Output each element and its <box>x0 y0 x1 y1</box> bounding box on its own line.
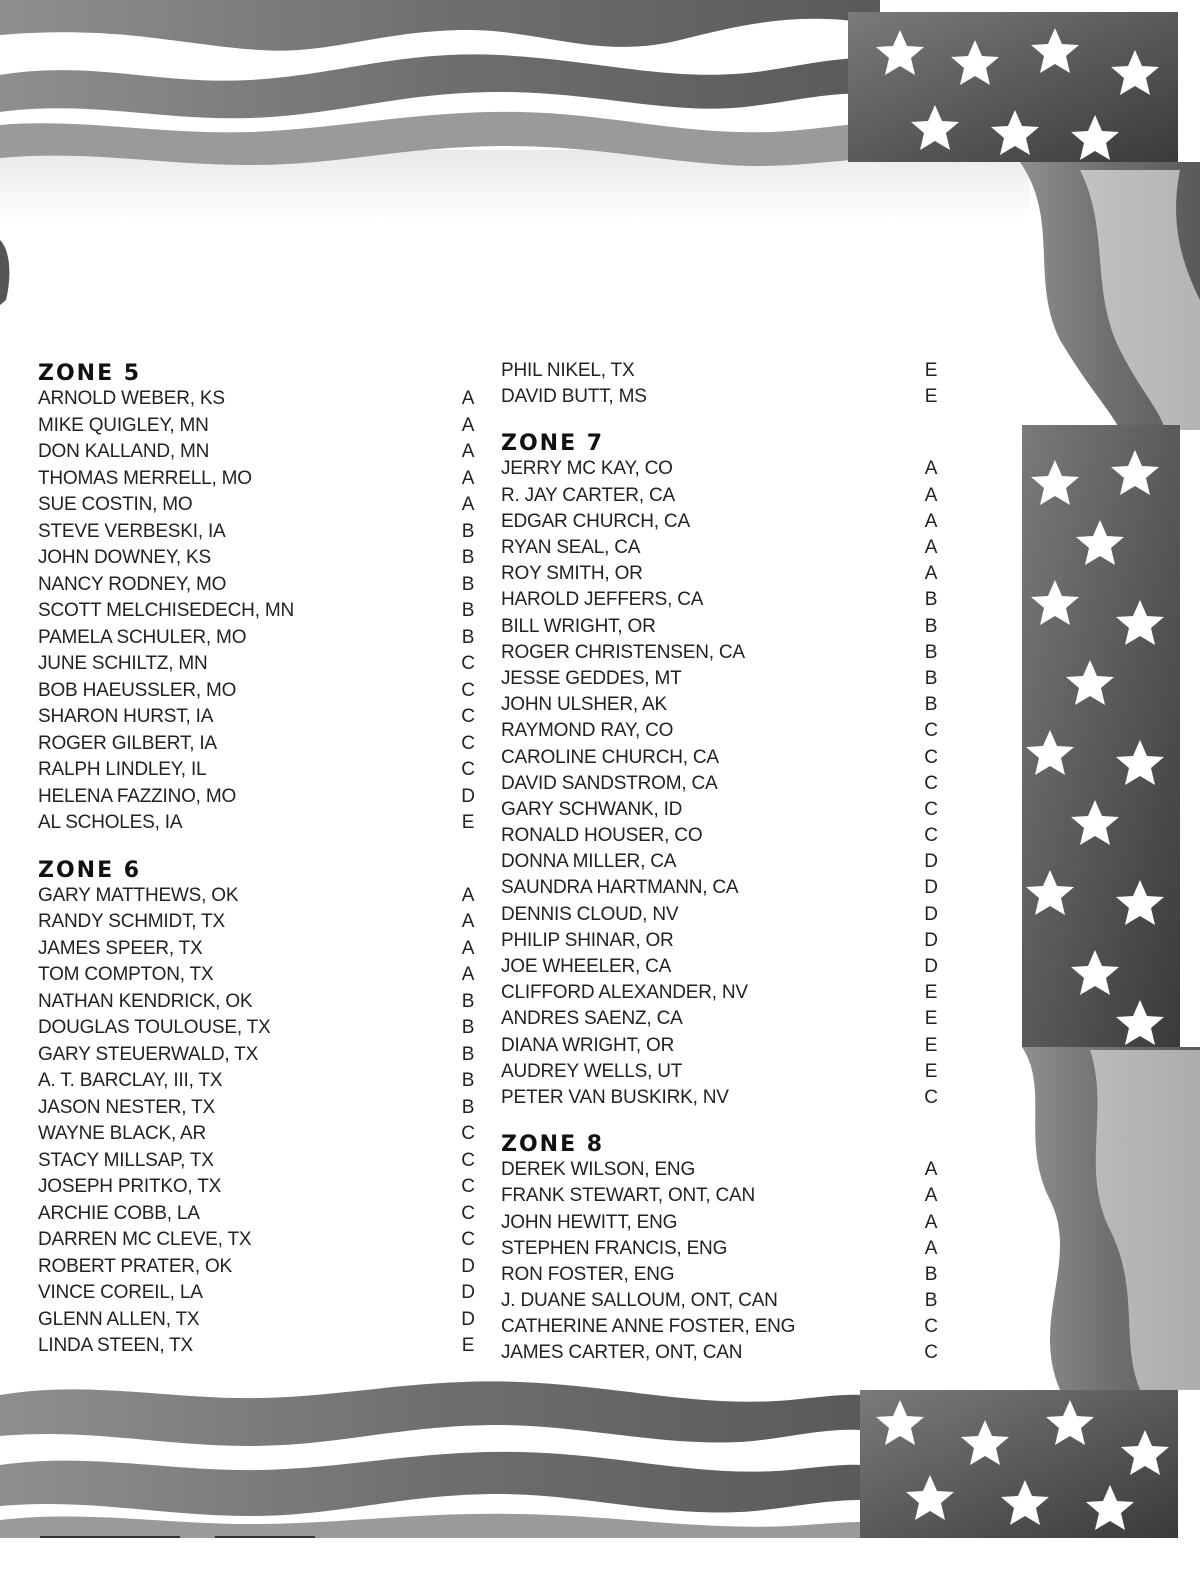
list-item <box>501 980 941 1006</box>
list-item <box>501 1340 941 1366</box>
member-grade: B <box>924 694 938 716</box>
zone-section <box>38 358 478 837</box>
member-name: CAROLINE CHURCH, CA <box>501 746 719 768</box>
list-item <box>38 936 478 963</box>
list-item <box>38 704 478 731</box>
list-item <box>38 572 478 599</box>
member-name: HAROLD JEFFERS, CA <box>501 589 704 611</box>
member-name: SUE COSTIN, MO <box>38 494 193 516</box>
list-item <box>501 902 941 928</box>
list-item <box>501 483 941 509</box>
member-grade: A <box>461 494 475 516</box>
list-item <box>38 1015 478 1042</box>
member-grade: A <box>461 441 475 463</box>
member-grade: B <box>461 547 475 569</box>
list-item <box>501 797 941 823</box>
list-item <box>38 1254 478 1281</box>
list-item <box>501 384 941 410</box>
member-name: RONALD HOUSER, CO <box>501 825 703 847</box>
member-name: JOHN HEWITT, ENG <box>501 1211 678 1233</box>
list-item <box>38 545 478 572</box>
member-grade: C <box>924 746 938 768</box>
list-item <box>38 1227 478 1254</box>
member-name: J. DUANE SALLOUM, ONT, CAN <box>501 1290 778 1312</box>
list-item <box>501 535 941 561</box>
member-name: ROGER CHRISTENSEN, CA <box>501 641 745 663</box>
member-name: DENNIS CLOUD, NV <box>501 903 679 925</box>
member-name: STACY MILLSAP, TX <box>38 1149 214 1171</box>
member-name: DIANA WRIGHT, OR <box>501 1034 675 1056</box>
list-item <box>38 651 478 678</box>
list-item <box>38 1095 478 1122</box>
list-item <box>501 1059 941 1085</box>
member-grade: B <box>461 1043 475 1065</box>
list-item <box>38 1307 478 1334</box>
member-grade: E <box>924 1008 938 1030</box>
bottom-stripe-2 <box>0 1452 860 1516</box>
member-name: CATHERINE ANNE FOSTER, ENG <box>501 1316 796 1338</box>
member-name: ARCHIE COBB, LA <box>38 1202 200 1224</box>
member-grade: A <box>924 510 938 532</box>
list-item <box>501 718 941 744</box>
zone-section <box>38 855 478 1360</box>
list-item <box>38 678 478 705</box>
list-item <box>38 784 478 811</box>
member-grade: D <box>924 877 938 899</box>
list-item <box>501 1085 941 1111</box>
member-grade: D <box>924 903 938 925</box>
list-item <box>38 962 478 989</box>
member-name: JUNE SCHILTZ, MN <box>38 653 208 675</box>
footer-rule-right <box>215 1536 315 1538</box>
member-grade: A <box>461 884 475 906</box>
member-name: EDGAR CHURCH, CA <box>501 510 690 532</box>
member-grade: A <box>924 1211 938 1233</box>
list-item <box>501 1006 941 1032</box>
member-name: PAMELA SCHULER, MO <box>38 626 247 648</box>
zone-section <box>501 358 941 410</box>
member-grade: A <box>924 484 938 506</box>
member-grade: C <box>461 1229 475 1251</box>
member-name: DOUGLAS TOULOUSE, TX <box>38 1017 271 1039</box>
list-item <box>501 1209 941 1235</box>
bottom-stripe-3 <box>0 1514 860 1538</box>
member-name: JAMES CARTER, ONT, CAN <box>501 1342 743 1364</box>
member-name: JOE WHEELER, CA <box>501 956 672 978</box>
list-item <box>38 1201 478 1228</box>
list-item <box>38 413 478 440</box>
entry-list <box>501 358 941 410</box>
member-grade: E <box>461 812 475 834</box>
member-name: DAVID BUTT, MS <box>501 386 647 408</box>
member-name: JERRY MC KAY, CO <box>501 458 673 480</box>
member-grade: D <box>461 1255 475 1277</box>
member-grade: A <box>924 537 938 559</box>
list-item <box>501 587 941 613</box>
member-name: BILL WRIGHT, OR <box>501 615 656 637</box>
member-grade: B <box>461 626 475 648</box>
member-name: ROGER GILBERT, IA <box>38 732 217 754</box>
member-grade: C <box>924 1342 938 1364</box>
member-name: PHIL NIKEL, TX <box>501 360 635 382</box>
zone-title: ZONE 6 <box>38 857 142 883</box>
member-name: AL SCHOLES, IA <box>38 812 183 834</box>
member-grade: D <box>461 1282 475 1304</box>
member-grade: B <box>461 1096 475 1118</box>
list-item <box>501 509 941 535</box>
member-name: RAYMOND RAY, CO <box>501 720 674 742</box>
member-grade: A <box>461 414 475 436</box>
list-item <box>501 1183 941 1209</box>
member-grade: B <box>461 990 475 1012</box>
member-name: RANDY SCHMIDT, TX <box>38 911 225 933</box>
member-name: SAUNDRA HARTMANN, CA <box>501 877 739 899</box>
member-name: JOHN DOWNEY, KS <box>38 547 211 569</box>
footer-rule-left <box>40 1536 180 1538</box>
list-item <box>501 561 941 587</box>
member-grade: E <box>924 1034 938 1056</box>
list-item <box>501 1314 941 1340</box>
list-item <box>38 492 478 519</box>
zone-title: ZONE 8 <box>501 1132 605 1158</box>
member-grade: C <box>924 825 938 847</box>
roster-column-right <box>501 358 941 1367</box>
member-grade: C <box>924 798 938 820</box>
list-item <box>501 928 941 954</box>
list-item <box>501 875 941 901</box>
zone-section <box>501 1129 941 1367</box>
list-item <box>38 1148 478 1175</box>
list-item <box>38 731 478 758</box>
member-name: STEPHEN FRANCIS, ENG <box>501 1237 728 1259</box>
member-name: ROBERT PRATER, OK <box>38 1255 233 1277</box>
list-item <box>501 1236 941 1262</box>
list-item <box>38 1042 478 1069</box>
member-name: STEVE VERBESKI, IA <box>38 520 226 542</box>
entry-list <box>501 456 941 1111</box>
member-name: MIKE QUIGLEY, MN <box>38 414 209 436</box>
member-name: DON KALLAND, MN <box>38 441 210 463</box>
member-name: ANDRES SAENZ, CA <box>501 1008 683 1030</box>
entry-list <box>38 883 478 1360</box>
list-item <box>38 1174 478 1201</box>
list-item <box>501 1288 941 1314</box>
member-grade: C <box>461 653 475 675</box>
member-name: LINDA STEEN, TX <box>38 1335 194 1357</box>
list-item <box>38 757 478 784</box>
left-edge-ornament <box>0 240 9 305</box>
member-name: JOHN ULSHER, AK <box>501 694 667 716</box>
zone-title: ZONE 5 <box>38 361 142 386</box>
member-name: PETER VAN BUSKIRK, NV <box>501 1086 729 1108</box>
list-item <box>38 883 478 910</box>
member-name: A. T. BARCLAY, III, TX <box>38 1070 223 1092</box>
member-name: R. JAY CARTER, CA <box>501 484 675 506</box>
member-grade: A <box>461 911 475 933</box>
list-item <box>501 1033 941 1059</box>
member-grade: D <box>924 956 938 978</box>
member-grade: C <box>461 1202 475 1224</box>
member-grade: E <box>924 982 938 1004</box>
member-grade: A <box>924 1237 938 1259</box>
member-grade: C <box>924 1086 938 1108</box>
member-name: TOM COMPTON, TX <box>38 964 214 986</box>
list-item <box>501 954 941 980</box>
member-name: GARY MATTHEWS, OK <box>38 884 239 906</box>
member-name: GARY STEUERWALD, TX <box>38 1043 259 1065</box>
list-item <box>38 1280 478 1307</box>
roster-column-left <box>38 358 478 1360</box>
list-item <box>501 744 941 770</box>
member-name: GARY SCHWANK, ID <box>501 798 683 820</box>
member-name: SCOTT MELCHISEDECH, MN <box>38 600 294 622</box>
member-name: RON FOSTER, ENG <box>501 1263 675 1285</box>
member-grade: B <box>461 1070 475 1092</box>
list-item <box>501 1262 941 1288</box>
list-item <box>38 909 478 936</box>
member-name: JOSEPH PRITKO, TX <box>38 1176 222 1198</box>
list-item <box>501 1157 941 1183</box>
member-grade: A <box>461 937 475 959</box>
member-name: BOB HAEUSSLER, MO <box>38 679 237 701</box>
list-item <box>38 466 478 493</box>
member-grade: B <box>461 520 475 542</box>
list-item <box>38 439 478 466</box>
member-grade: B <box>461 573 475 595</box>
list-item <box>38 1068 478 1095</box>
list-item <box>38 810 478 837</box>
member-grade: B <box>924 1290 938 1312</box>
member-name: AUDREY WELLS, UT <box>501 1060 683 1082</box>
member-name: ROY SMITH, OR <box>501 563 643 585</box>
member-grade: B <box>924 667 938 689</box>
top-stripe-1 <box>0 0 880 51</box>
member-grade: B <box>461 1017 475 1039</box>
member-grade: B <box>924 589 938 611</box>
member-grade: C <box>461 759 475 781</box>
list-item <box>38 1333 478 1360</box>
list-item <box>501 666 941 692</box>
list-item <box>501 823 941 849</box>
zone-title: ZONE 7 <box>501 431 605 457</box>
member-grade: A <box>924 563 938 585</box>
member-name: SHARON HURST, IA <box>38 706 214 728</box>
list-item <box>501 692 941 718</box>
member-grade: C <box>461 1123 475 1145</box>
member-grade: D <box>461 1308 475 1330</box>
member-name: FRANK STEWART, ONT, CAN <box>501 1185 756 1207</box>
member-grade: C <box>924 1316 938 1338</box>
member-grade: E <box>924 360 938 382</box>
member-name: CLIFFORD ALEXANDER, NV <box>501 982 748 1004</box>
member-grade: A <box>924 1159 938 1181</box>
entry-list <box>38 386 478 837</box>
member-name: DONNA MILLER, CA <box>501 851 677 873</box>
member-grade: D <box>924 929 938 951</box>
member-name: HELENA FAZZINO, MO <box>38 785 237 807</box>
list-item <box>38 598 478 625</box>
member-name: DARREN MC CLEVE, TX <box>38 1229 252 1251</box>
member-grade: A <box>461 388 475 410</box>
list-item <box>501 849 941 875</box>
member-grade: C <box>924 772 938 794</box>
member-grade: C <box>461 706 475 728</box>
member-name: RALPH LINDLEY, IL <box>38 759 207 781</box>
list-item <box>501 614 941 640</box>
list-item <box>501 358 941 384</box>
member-grade: A <box>924 458 938 480</box>
list-item <box>501 640 941 666</box>
member-name: DEREK WILSON, ENG <box>501 1159 696 1181</box>
member-name: WAYNE BLACK, AR <box>38 1123 207 1145</box>
member-grade: C <box>461 679 475 701</box>
member-grade: C <box>461 732 475 754</box>
member-grade: A <box>461 467 475 489</box>
member-grade: C <box>461 1176 475 1198</box>
bottom-stripe-1 <box>0 1381 860 1446</box>
member-grade: D <box>461 785 475 807</box>
member-name: PHILIP SHINAR, OR <box>501 929 674 951</box>
member-name: NATHAN KENDRICK, OK <box>38 990 253 1012</box>
member-grade: B <box>924 615 938 637</box>
member-grade: B <box>461 600 475 622</box>
list-item <box>501 456 941 482</box>
member-name: JASON NESTER, TX <box>38 1096 215 1118</box>
member-name: JESSE GEDDES, MT <box>501 667 682 689</box>
member-name: GLENN ALLEN, TX <box>38 1308 200 1330</box>
list-item <box>38 1121 478 1148</box>
member-grade: E <box>461 1335 475 1357</box>
member-grade: E <box>924 386 938 408</box>
member-grade: C <box>461 1149 475 1171</box>
list-item <box>38 625 478 652</box>
zone-section <box>501 428 941 1111</box>
member-grade: B <box>924 1263 938 1285</box>
top-stripe-2 <box>0 54 880 118</box>
member-grade: D <box>924 851 938 873</box>
member-name: VINCE COREIL, LA <box>38 1282 203 1304</box>
member-name: NANCY RODNEY, MO <box>38 573 227 595</box>
member-grade: A <box>461 964 475 986</box>
member-name: JAMES SPEER, TX <box>38 937 203 959</box>
member-grade: A <box>924 1185 938 1207</box>
right-star-field <box>1022 425 1180 1047</box>
member-name: ARNOLD WEBER, KS <box>38 388 225 410</box>
list-item <box>38 519 478 546</box>
entry-list <box>501 1157 941 1367</box>
list-item <box>38 386 478 413</box>
member-name: DAVID SANDSTROM, CA <box>501 772 718 794</box>
member-grade: E <box>924 1060 938 1082</box>
member-name: THOMAS MERRELL, MO <box>38 467 252 489</box>
list-item <box>501 771 941 797</box>
member-grade: B <box>924 641 938 663</box>
list-item <box>38 989 478 1016</box>
member-name: RYAN SEAL, CA <box>501 537 641 559</box>
member-grade: C <box>924 720 938 742</box>
